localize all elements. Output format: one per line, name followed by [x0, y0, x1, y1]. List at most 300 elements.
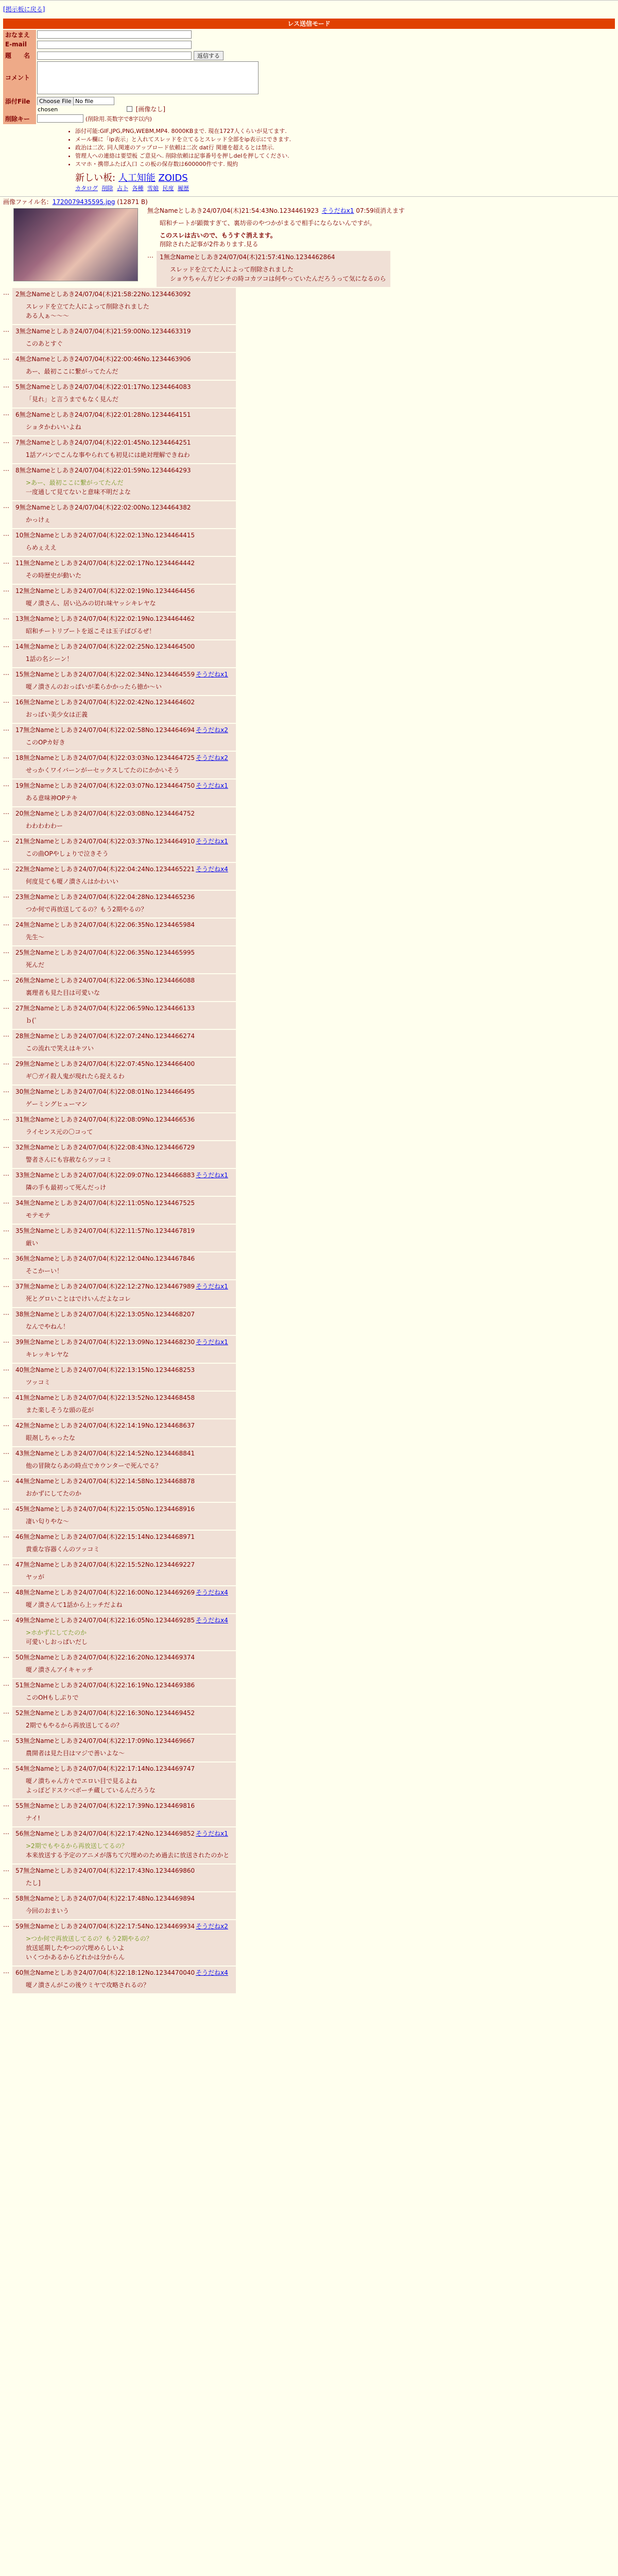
- reply-box: [12, 1086, 236, 1112]
- reply-header: [15, 642, 232, 651]
- reply-post: [3, 436, 618, 463]
- reply-box: [12, 288, 236, 324]
- sodane-button[interactable]: そうだねx1: [196, 1338, 228, 1346]
- reply-number: 59: [15, 1923, 24, 1930]
- reply-message: 隣の手も最初って死んだっけ: [26, 1184, 107, 1191]
- reply-post: [3, 1865, 618, 1891]
- nav-link[interactable]: 履歴: [178, 185, 189, 192]
- reply-post: [3, 1475, 618, 1502]
- reply-box: [12, 1892, 236, 1919]
- reply-box: [12, 1475, 236, 1502]
- reply-post: [3, 1280, 618, 1307]
- reply-post: [3, 779, 618, 806]
- reply-post: [3, 891, 618, 918]
- reply-indent-marker: …: [3, 354, 9, 361]
- reply-message: このあとすぐ: [26, 340, 63, 347]
- reply-message: 嗄ノ潰ちゃん方々でエロい目で見るよね: [26, 1777, 138, 1785]
- file-input[interactable]: [37, 97, 114, 113]
- reply-meta: 無念Nameとしあき24/07/04(木)22:16:30No.1234469452: [23, 1709, 195, 1717]
- reply-indent-marker: …: [3, 1059, 9, 1066]
- reply-meta: 無念Nameとしあき24/07/04(木)22:17:43No.1234469860: [23, 1867, 195, 1874]
- reply-meta: 無念Nameとしあき24/07/04(木)22:02:34No.1234464559: [23, 671, 195, 678]
- reply-box: [12, 1197, 236, 1224]
- reply-message: 昭和チートリブートを返こそは玉子ばびるぜ！: [26, 628, 156, 635]
- reply-header: [15, 1449, 232, 1458]
- reply-number: 53: [15, 1737, 24, 1744]
- sodane-button[interactable]: そうだねx2: [196, 754, 228, 761]
- reply-post: [3, 1892, 618, 1919]
- reply-header: [15, 1867, 232, 1875]
- reply-thread: [0, 288, 618, 1993]
- reply-post: [3, 1225, 618, 1251]
- reply-box: [12, 1967, 236, 1993]
- reply-indent-marker: …: [3, 1003, 9, 1010]
- no-image-label: [画像なし]: [135, 106, 166, 113]
- sodane-button[interactable]: そうだねx4: [196, 1589, 228, 1596]
- reply-meta: 無念Nameとしあき24/07/04(木)22:03:03No.1234464725: [23, 754, 195, 761]
- reply-post: [3, 1113, 618, 1140]
- reply-message: ライセンス元の〇コって: [26, 1128, 93, 1136]
- nav-link[interactable]: 各種: [132, 185, 144, 192]
- reply-indent-marker: …: [3, 326, 9, 333]
- reply-number: 15: [15, 671, 24, 678]
- reply-number: 32: [15, 1144, 24, 1151]
- reply-post: [3, 1707, 618, 1734]
- reply-header: [15, 754, 232, 762]
- reply-message: 1話アバンでこんな事やられても初見には絶対理解できねわ: [26, 451, 190, 459]
- reply-header: [15, 1115, 232, 1124]
- reply-box: [12, 1364, 236, 1391]
- subject-input[interactable]: [37, 52, 192, 60]
- reply-box: [12, 1735, 236, 1761]
- reply-post: [3, 1735, 618, 1761]
- back-to-board-link[interactable]: [掲示板に戻る]: [3, 6, 45, 13]
- reply-post: [3, 724, 618, 751]
- reply-header: [15, 976, 232, 985]
- deletekey-label: 削除キー: [3, 114, 36, 124]
- op-file-link[interactable]: 1720079435595.jpg: [52, 198, 115, 206]
- reply-meta: 無念Nameとしあき24/07/04(木)22:02:19No.1234464456: [23, 587, 195, 595]
- sodane-button[interactable]: そうだねx2: [196, 726, 228, 734]
- reply-post: [3, 613, 618, 639]
- reply-meta: 無念Nameとしあき24/07/04(木)22:17:14No.1234469747: [23, 1765, 195, 1772]
- sodane-button[interactable]: そうだねx1: [196, 782, 228, 789]
- reply-header: [15, 948, 232, 957]
- reply-indent-marker: …: [3, 1476, 9, 1483]
- reply-message: モテモテ: [26, 1212, 51, 1219]
- reply-message: 眼剤しちゃったな: [26, 1434, 76, 1442]
- reply-number: 44: [15, 1478, 24, 1485]
- reply-header: [15, 1653, 232, 1662]
- reply-message: ヤッが: [26, 1573, 45, 1581]
- reply-indent-marker: …: [3, 1921, 9, 1928]
- reply-post: [3, 1614, 618, 1650]
- reply-message: あー、最初ここに繋がってたんだ: [26, 368, 118, 375]
- reply-message: この流れで笑えはキツい: [26, 1045, 94, 1052]
- reply-indent-marker: …: [3, 725, 9, 732]
- reply-message: 嗄ノ潰さんて1話から上ッチだよね: [26, 1601, 123, 1608]
- sodane-button[interactable]: そうだねx4: [196, 1617, 228, 1624]
- reply-number: 13: [15, 615, 24, 622]
- reply-box: [12, 436, 236, 463]
- file-status: No file chosen: [38, 98, 94, 113]
- reply-indent-marker: …: [3, 1866, 9, 1873]
- reply-meta: 無念Nameとしあき24/07/04(木)22:04:24No.1234465221: [23, 866, 195, 873]
- reply-indent-marker: …: [3, 836, 9, 843]
- reply-number: 58: [15, 1895, 24, 1902]
- reply-header: [15, 865, 232, 873]
- name-input[interactable]: [37, 30, 192, 39]
- reply-box: [12, 1679, 236, 1706]
- reply-header: [15, 1681, 232, 1689]
- reply-header: [15, 587, 232, 595]
- reply-header: [15, 670, 232, 679]
- reply-box: [12, 1447, 236, 1474]
- reply-box: [12, 835, 236, 862]
- reply-number: 21: [15, 838, 24, 845]
- reply-indent-marker: …: [3, 586, 9, 593]
- no-image-checkbox[interactable]: [127, 106, 132, 112]
- reply-meta: 無念Nameとしあき24/07/04(木)22:17:39No.1234469816: [23, 1802, 195, 1809]
- sodane-button[interactable]: そうだねx4: [196, 1969, 228, 1976]
- reply-message: ナイ!: [26, 1815, 40, 1822]
- reply-post: [3, 529, 618, 556]
- reply-header: [15, 1088, 232, 1096]
- new-board-banner: [75, 171, 618, 184]
- reply-post: [3, 1252, 618, 1279]
- reply-number: 33: [15, 1172, 24, 1179]
- reply-number: 27: [15, 1005, 24, 1012]
- sodane-button[interactable]: そうだねx1: [196, 1283, 228, 1290]
- reply-meta: 無念Nameとしあき24/07/04(木)22:02:19No.1234464462: [23, 615, 195, 622]
- reply-meta: 無念Nameとしあき24/07/04(木)22:03:08No.1234464752: [23, 810, 195, 817]
- reply-indent-marker: …: [3, 465, 9, 472]
- reply-message: かっけぇ: [26, 516, 51, 523]
- reply-box: [12, 501, 236, 528]
- reply-post: [3, 381, 618, 408]
- nav-link[interactable]: 雪娘: [147, 185, 159, 192]
- reply-post: [3, 1197, 618, 1224]
- reply-header: [15, 1588, 232, 1597]
- reply-number: 43: [15, 1450, 24, 1457]
- reply-number: 46: [15, 1533, 24, 1540]
- reply-number: 29: [15, 1060, 24, 1067]
- reply-meta: 無念Nameとしあき24/07/04(木)22:13:05No.1234468207: [23, 1311, 195, 1318]
- note-item: • 添付可能:GIF,JPG,PNG,WEBM,MP4. 8000KBまで. 現在1727人くらいが見てます.: [75, 127, 618, 135]
- reply-post: [3, 1679, 618, 1706]
- op-deleted-note: 削除された記事が2件あります.見る: [160, 241, 259, 248]
- reply-meta: 無念Nameとしあき24/07/04(木)22:14:52No.1234468841: [23, 1450, 195, 1457]
- reply-header: [15, 921, 232, 929]
- reply-message: ｂ(ﾟ: [26, 1017, 38, 1024]
- reply-post: [3, 1586, 618, 1613]
- sodane-button[interactable]: そうだねx4: [196, 866, 228, 873]
- reply-message: 何度見ても嗄ノ潰さんはかわいい: [26, 878, 119, 885]
- reply-message: 凄い匂りやな～: [26, 1518, 70, 1525]
- reply-box: [12, 1225, 236, 1251]
- note-item: • 政治は二次. 同人関連のアップロード依頼は二次 dat行 関連を超えるとは禁示.: [75, 144, 618, 152]
- reply-header: [15, 1143, 232, 1151]
- reply-header: [15, 327, 232, 335]
- reply-number: 6: [15, 411, 20, 418]
- reply-box: [12, 668, 236, 695]
- reply-header: [15, 503, 232, 512]
- no-image-option[interactable]: [127, 106, 165, 113]
- reply-post: [3, 807, 618, 834]
- reply-post: [3, 1002, 618, 1029]
- reply-number: 25: [15, 949, 24, 956]
- reply-meta: 無念Nameとしあき24/07/04(木)22:02:13No.1234464415: [23, 532, 195, 539]
- reply-box: [12, 529, 236, 556]
- reply-indent-marker: …: [3, 1420, 9, 1428]
- reply-quote: >つか何で再放送してるの？もう2期やるの？: [26, 1935, 152, 1942]
- reply-indent-marker: …: [3, 641, 9, 649]
- reply-box: [12, 409, 236, 435]
- reply-indent-marker: …: [3, 753, 9, 760]
- reply-meta: 無念Nameとしあき24/07/04(木)22:12:27No.1234467989: [23, 1283, 195, 1290]
- op-nested-reply: [147, 251, 615, 287]
- reply-number: 24: [15, 921, 24, 928]
- reply-box: [12, 1531, 236, 1557]
- reply-indent-marker: …: [3, 1652, 9, 1659]
- reply-indent-marker: …: [3, 1708, 9, 1715]
- op-message: 昭和チートが顕微すぎて、裏坊帝のやつかがまるで相手にならないんですが。: [160, 219, 376, 227]
- reply-meta: 無念Nameとしあき24/07/04(木)22:00:46No.1234463906: [19, 355, 191, 363]
- reply-header: [15, 1829, 232, 1838]
- new-board-link-ai[interactable]: 人工知能: [118, 173, 156, 183]
- reply-header: [15, 1227, 232, 1235]
- reply-indent-marker: …: [3, 1532, 9, 1539]
- reply-number: 35: [15, 1227, 24, 1234]
- reply-indent-marker: …: [3, 1114, 9, 1122]
- reply-post: [3, 1447, 618, 1474]
- nav-link[interactable]: カタログ: [75, 185, 98, 192]
- reply-box: [12, 381, 236, 408]
- reply-indent-marker: …: [3, 614, 9, 621]
- reply-box: [12, 1002, 236, 1029]
- sodane-button[interactable]: そうだねx1: [196, 1830, 228, 1837]
- reply-box: [12, 807, 236, 834]
- reply-box: [12, 464, 236, 500]
- reply-box: [12, 1280, 236, 1307]
- reply-header: [15, 1032, 232, 1040]
- reply-indent-marker: …: [3, 1226, 9, 1233]
- nested-reply-header: 1無念Nameとしあき24/07/04(木)21:57:41No.1234462864: [160, 253, 335, 261]
- reply-message: 嗄ノ潰さん、居い込みの切れ味ヤッシキレヤな: [26, 600, 156, 607]
- reply-indent-marker: …: [3, 947, 9, 955]
- notes-list: [67, 127, 618, 168]
- reply-post: [3, 1308, 618, 1335]
- reply-number: 45: [15, 1505, 24, 1513]
- reply-header: [15, 290, 232, 298]
- reply-message: 可愛いしおっぱいだし: [26, 1638, 88, 1646]
- reply-message: おかずにしてたのか: [26, 1490, 82, 1497]
- reply-message: ある人ぁ～～～: [26, 312, 70, 319]
- reply-quote: >あー、最初ここに繋がってたんだ: [26, 479, 124, 486]
- reply-message: ショタかわいいよね: [26, 423, 81, 431]
- reply-number: 41: [15, 1394, 24, 1401]
- reply-quote: >ホかずにしてたのか: [26, 1629, 87, 1636]
- reply-meta: 無念Nameとしあき24/07/04(木)22:02:42No.1234464602: [23, 699, 195, 706]
- reply-meta: 無念Nameとしあき24/07/04(木)22:15:52No.1234469227: [23, 1561, 195, 1568]
- reply-indent-marker: …: [3, 1198, 9, 1205]
- reply-indent-marker: …: [3, 1393, 9, 1400]
- reply-indent-marker: …: [147, 252, 153, 259]
- reply-indent-marker: …: [3, 1828, 9, 1836]
- reply-box: [12, 1800, 236, 1826]
- reply-header: [15, 1171, 232, 1179]
- reply-number: 7: [15, 439, 20, 446]
- reply-box: [12, 1113, 236, 1140]
- reply-header: [15, 383, 232, 391]
- reply-message: 貴重な容器くんのツッコミ: [26, 1546, 100, 1553]
- reply-meta: 無念Nameとしあき24/07/04(木)22:13:09No.1234468230: [23, 1338, 195, 1346]
- reply-box: [12, 1827, 236, 1863]
- reply-number: 30: [15, 1088, 24, 1095]
- reply-indent-marker: …: [3, 864, 9, 871]
- reply-post: [3, 585, 618, 612]
- reply-header: [15, 782, 232, 790]
- reply-meta: 無念Nameとしあき24/07/04(木)22:06:59No.1234466133: [23, 1005, 195, 1012]
- reply-post: [3, 835, 618, 862]
- reply-post: [3, 752, 618, 778]
- reply-post: [3, 1169, 618, 1196]
- file-choose-button[interactable]: Choose File: [38, 97, 74, 106]
- reply-post: [3, 668, 618, 695]
- reply-indent-marker: …: [3, 1031, 9, 1038]
- reply-meta: 無念Nameとしあき24/07/04(木)22:07:45No.1234466400: [23, 1060, 195, 1067]
- reply-message: 嗄ノ潰さんがこの後ウミヤで攻略されるの？: [26, 1981, 150, 1989]
- reply-post: [3, 464, 618, 500]
- sodane-button[interactable]: そうだねx1: [196, 671, 228, 678]
- reply-box: [12, 1558, 236, 1585]
- reply-number: 50: [15, 1654, 24, 1661]
- reply-post: [3, 1503, 618, 1530]
- reply-indent-marker: …: [3, 1615, 9, 1622]
- reply-box: [12, 1252, 236, 1279]
- reply-post: [3, 557, 618, 584]
- reply-header: [15, 893, 232, 901]
- op-thumbnail-image[interactable]: [13, 208, 138, 281]
- reply-meta: 無念Nameとしあき24/07/04(木)22:16:05No.1234469285: [23, 1617, 195, 1624]
- reply-message: 今回のおまいう: [26, 1907, 70, 1914]
- reply-number: 12: [15, 587, 24, 595]
- reply-indent-marker: …: [3, 289, 9, 296]
- reply-number: 42: [15, 1422, 24, 1429]
- reply-indent-marker: …: [3, 1764, 9, 1771]
- reply-meta: 無念Nameとしあき24/07/04(木)22:08:43No.1234466729: [23, 1144, 195, 1151]
- reply-meta: 無念Nameとしあき24/07/04(木)22:15:05No.1234468916: [23, 1505, 195, 1513]
- reply-meta: 無念Nameとしあき24/07/04(木)21:58:22No.1234463092: [19, 291, 191, 298]
- reply-header: [15, 559, 232, 567]
- reply-header: [15, 698, 232, 706]
- reply-box: [12, 752, 236, 778]
- mode-bar: レス送信モード: [3, 19, 615, 29]
- reply-number: 34: [15, 1199, 24, 1207]
- reply-number: 10: [15, 532, 24, 539]
- reply-indent-marker: …: [3, 1893, 9, 1901]
- reply-meta: 無念Nameとしあき24/07/04(木)22:01:45No.1234464251: [19, 439, 191, 446]
- reply-number: 11: [15, 560, 24, 567]
- reply-post: [3, 1531, 618, 1557]
- reply-message: わわわわわー: [26, 822, 63, 829]
- reply-meta: 無念Nameとしあき24/07/04(木)22:11:05No.1234467525: [23, 1199, 195, 1207]
- reply-header: [15, 1060, 232, 1068]
- reply-message: いくつかあるからどれかは分からん: [26, 1954, 125, 1961]
- reply-header: [15, 1969, 232, 1977]
- reply-header: [15, 1310, 232, 1318]
- reply-box: [12, 1308, 236, 1335]
- reply-number: 22: [15, 866, 24, 873]
- reply-header: [15, 466, 232, 474]
- top-rule: [0, 0, 618, 1]
- reply-meta: 無念Nameとしあき24/07/04(木)22:04:28No.1234465236: [23, 893, 195, 901]
- reply-number: 17: [15, 726, 24, 734]
- reply-header: [15, 837, 232, 845]
- comment-textarea[interactable]: [37, 61, 259, 94]
- reply-header: [15, 1338, 232, 1346]
- reply-message: また楽しそうな頭の花が: [26, 1406, 94, 1414]
- reply-message: 厳い: [26, 1240, 39, 1247]
- reply-post: [3, 288, 618, 324]
- reply-message: 他の冒険ならあの時点でカウンターで死んでる？: [26, 1462, 162, 1469]
- reply-box: [12, 919, 236, 945]
- email-input[interactable]: [37, 41, 192, 49]
- reply-number: 51: [15, 1682, 24, 1689]
- reply-header: [15, 1477, 232, 1485]
- sodane-button[interactable]: そうだねx2: [196, 1923, 228, 1930]
- reply-number: 28: [15, 1032, 24, 1040]
- reply-box: [12, 557, 236, 584]
- reply-indent-marker: …: [3, 437, 9, 445]
- reply-number: 31: [15, 1116, 24, 1123]
- reply-meta: 無念Nameとしあき24/07/04(木)22:11:57No.1234467819: [23, 1227, 195, 1234]
- reply-post: [3, 1967, 618, 1993]
- sodane-button[interactable]: そうだねx1: [196, 1172, 228, 1179]
- op-file-size: (12871 B): [117, 198, 148, 206]
- op-sodane-button[interactable]: そうだねx1: [321, 207, 354, 214]
- reply-message: そこかーい！: [26, 1267, 63, 1275]
- reply-box: [12, 891, 236, 918]
- reply-number: 16: [15, 699, 24, 706]
- reply-header: [15, 1505, 232, 1513]
- reply-post: [3, 353, 618, 380]
- reply-indent-marker: …: [3, 410, 9, 417]
- reply-post: [3, 1419, 618, 1446]
- reply-number: 9: [15, 504, 20, 511]
- reply-message: ゲーミングヒューマン: [26, 1100, 88, 1108]
- reply-header: [15, 355, 232, 363]
- reply-number: 40: [15, 1366, 24, 1374]
- reply-number: 20: [15, 810, 24, 817]
- reply-number: 37: [15, 1283, 24, 1290]
- nav-link[interactable]: 削除: [101, 185, 113, 192]
- reply-indent-marker: …: [3, 1087, 9, 1094]
- reply-meta: 無念Nameとしあき24/07/04(木)22:14:58No.1234468878: [23, 1478, 195, 1485]
- new-board-link-zoids[interactable]: ZOIDS: [158, 173, 188, 183]
- nav-link[interactable]: 占卜: [117, 185, 128, 192]
- reply-number: 14: [15, 643, 24, 650]
- nav-link[interactable]: 民度: [162, 185, 174, 192]
- reply-indent-marker: …: [3, 558, 9, 565]
- reply-box: [12, 1503, 236, 1530]
- submit-button[interactable]: 返信する: [194, 51, 224, 60]
- deletekey-input[interactable]: [37, 114, 83, 123]
- reply-number: 60: [15, 1969, 24, 1976]
- new-board-prefix: 新しい板:: [75, 173, 116, 183]
- sodane-button[interactable]: そうだねx1: [196, 838, 228, 845]
- reply-number: 47: [15, 1561, 24, 1568]
